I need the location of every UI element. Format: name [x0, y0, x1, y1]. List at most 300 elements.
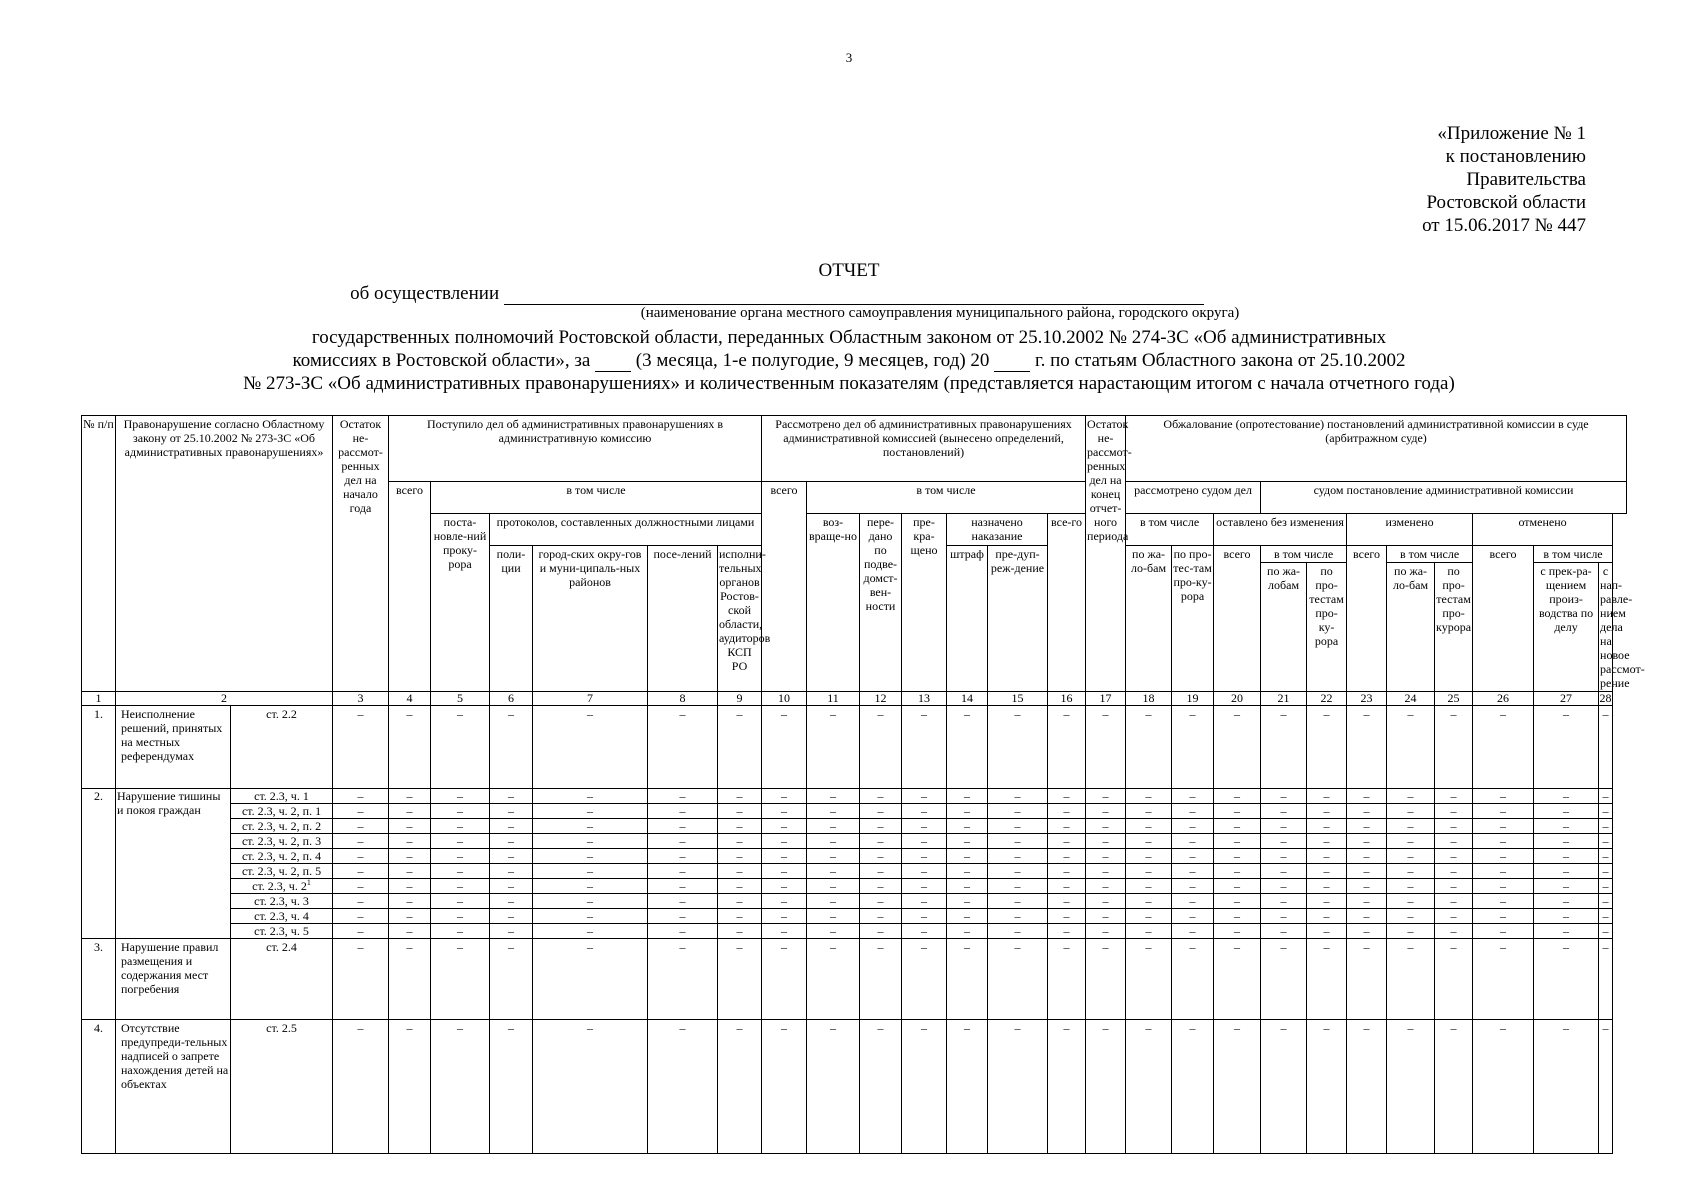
value-cell: – [1599, 819, 1613, 834]
report-line2: государственных полномочий Ростовской области, переданных Областным законом от 25.10.2002 № 274-ЗС «Об административных [311, 327, 1387, 348]
article-reference [231, 1020, 333, 1154]
value-cell: – [718, 849, 762, 864]
value-cell: – [533, 706, 648, 789]
value-cell: – [807, 804, 860, 819]
value-cell: – [1048, 819, 1086, 834]
table-row [82, 789, 1627, 804]
value-cell: – [431, 789, 490, 804]
table-row [82, 864, 1627, 879]
value-cell: – [533, 909, 648, 924]
value-cell: – [1534, 894, 1599, 909]
value-cell: – [490, 924, 533, 939]
value-cell: – [718, 939, 762, 1020]
value-cell: – [807, 819, 860, 834]
value-cell: – [490, 789, 533, 804]
value-cell: – [902, 924, 947, 939]
value-cell: – [1086, 834, 1126, 849]
value-cell: – [1387, 894, 1435, 909]
value-cell: – [533, 804, 648, 819]
value-cell: – [860, 849, 902, 864]
value-cell: – [490, 819, 533, 834]
header-unchanged-incl: в том числе [1261, 546, 1347, 563]
value-cell: – [490, 849, 533, 864]
value-cell: – [1534, 849, 1599, 864]
value-cell: – [1435, 834, 1473, 849]
value-cell: – [533, 924, 648, 939]
value-cell: – [1307, 834, 1347, 849]
value-cell: – [718, 1020, 762, 1154]
value-cell: – [1261, 939, 1307, 1020]
header-returned: воз-враще-но [807, 514, 860, 692]
organ-name-blank [504, 285, 1204, 305]
table-row [82, 819, 1627, 834]
offense-description: Нарушение тишины и покоя граждан [116, 789, 231, 939]
value-cell: – [1086, 864, 1126, 879]
value-cell: – [1534, 924, 1599, 939]
value-cell: – [1261, 864, 1307, 879]
value-cell: – [533, 789, 648, 804]
value-cell: – [1534, 939, 1599, 1020]
value-cell: – [1048, 864, 1086, 879]
header-changed-incl: в том числе [1387, 546, 1473, 563]
value-cell: – [333, 864, 389, 879]
value-cell: – [807, 879, 860, 894]
value-cell: – [988, 939, 1048, 1020]
value-cell: – [431, 894, 490, 909]
value-cell: – [988, 834, 1048, 849]
value-cell: – [1387, 924, 1435, 939]
value-cell: – [1086, 789, 1126, 804]
col-number: 20 [1214, 692, 1261, 706]
value-cell: – [988, 1020, 1048, 1154]
year-blank [994, 352, 1030, 372]
value-cell: – [1307, 894, 1347, 909]
value-cell: – [490, 706, 533, 789]
value-cell: – [1387, 1020, 1435, 1154]
value-cell: – [1126, 909, 1172, 924]
value-cell: – [1086, 879, 1126, 894]
value-cell: – [1347, 834, 1387, 849]
value-cell: – [807, 849, 860, 864]
value-cell: – [1214, 894, 1261, 909]
header-penalty: назначено наказание [947, 514, 1048, 546]
value-cell: – [988, 789, 1048, 804]
value-cell: – [1261, 804, 1307, 819]
header-cancelled-total: всего [1473, 546, 1534, 692]
header-complaints3: по жа-ло-бам [1387, 563, 1435, 692]
value-cell: – [1387, 804, 1435, 819]
col-number: 2 [116, 692, 333, 706]
value-cell: – [807, 939, 860, 1020]
value-cell: – [718, 864, 762, 879]
article-reference [231, 909, 333, 924]
value-cell: – [1387, 834, 1435, 849]
value-cell: – [1435, 819, 1473, 834]
value-cell: – [1599, 909, 1613, 924]
value-cell: – [490, 804, 533, 819]
value-cell: – [1347, 1020, 1387, 1154]
value-cell: – [1048, 894, 1086, 909]
value-cell: – [1126, 864, 1172, 879]
header-offense: Правонарушение согласно Областному закону от 25.10.2002 № 273-ЗС «Об административных правонарушениях» [116, 416, 333, 692]
value-cell: – [1126, 849, 1172, 864]
value-cell: – [1126, 924, 1172, 939]
value-cell: – [1435, 1020, 1473, 1154]
value-cell: – [490, 879, 533, 894]
article-text: ст. 2.3, ч. 2, п. 3 [241, 834, 322, 848]
period-blank [595, 352, 631, 372]
value-cell: – [1347, 894, 1387, 909]
value-cell: – [1172, 834, 1214, 849]
offense-description: Неисполнение решений, принятых на местных референдумах [116, 706, 231, 789]
value-cell: – [1387, 706, 1435, 789]
value-cell: – [333, 834, 389, 849]
col-number: 10 [762, 692, 807, 706]
header-unchanged: оставлено без изменения [1214, 514, 1347, 546]
value-cell: – [333, 789, 389, 804]
value-cell: – [389, 706, 431, 789]
value-cell: – [1261, 819, 1307, 834]
value-cell: – [1473, 819, 1534, 834]
value-cell: – [1435, 706, 1473, 789]
value-cell: – [1599, 879, 1613, 894]
value-cell: – [1214, 789, 1261, 804]
report-table [81, 415, 1645, 1154]
value-cell: – [988, 706, 1048, 789]
col-number: 14 [947, 692, 988, 706]
value-cell: – [431, 849, 490, 864]
header-warning: пре-дуп-реж-дение [988, 546, 1048, 692]
offense-description: Отсутствие предупреди-тельных надписей о запрете нахождения детей на объектах [116, 1020, 231, 1154]
value-cell: – [1307, 909, 1347, 924]
value-cell: – [902, 834, 947, 849]
col-number: 19 [1172, 692, 1214, 706]
value-cell: – [1126, 939, 1172, 1020]
header-protocols: протоколов, составленных должностными лицами [490, 514, 762, 546]
value-cell: – [947, 909, 988, 924]
value-cell: – [902, 849, 947, 864]
report-line3-c: г. по статьям Областного закона от 25.10.2002 [1034, 350, 1406, 371]
article-text: ст. 2.3, ч. 1 [254, 789, 309, 803]
col-number: 3 [333, 692, 389, 706]
value-cell: – [1599, 894, 1613, 909]
header-cancelled: отменено [1473, 514, 1613, 546]
row-number: 2. [82, 789, 116, 939]
col-number: 4 [389, 692, 431, 706]
value-cell: – [1473, 909, 1534, 924]
value-cell: – [718, 804, 762, 819]
header-court-incl: в том числе [1126, 514, 1214, 546]
value-cell: – [1534, 879, 1599, 894]
page-number: 3 [845, 50, 853, 65]
header-court-total: все-го [1048, 514, 1086, 692]
value-cell: – [762, 909, 807, 924]
value-cell: – [1534, 1020, 1599, 1154]
value-cell: – [1048, 789, 1086, 804]
value-cell: – [1473, 849, 1534, 864]
value-cell: – [988, 804, 1048, 819]
value-cell: – [762, 834, 807, 849]
organ-name-note: (наименование органа местного самоуправления муниципального района, городского округа) [640, 305, 1240, 321]
value-cell: – [1387, 909, 1435, 924]
value-cell: – [1347, 804, 1387, 819]
table-row [82, 924, 1627, 939]
value-cell: – [718, 789, 762, 804]
report-line3-a: комиссиях в Ростовской области», за [292, 350, 591, 371]
header-terminated: пре-кра-щено [902, 514, 947, 692]
report-line3-b: (3 месяца, 1-е полугодие, 9 месяцев, год) 20 [635, 350, 990, 371]
col-number: 28 [1599, 691, 1612, 705]
value-cell: – [1172, 909, 1214, 924]
header-prosecutor: поста-новле-ний проку-рора [431, 514, 490, 692]
value-cell: – [860, 789, 902, 804]
value-cell: – [1473, 924, 1534, 939]
value-cell: – [533, 834, 648, 849]
value-cell: – [1534, 706, 1599, 789]
article-text: ст. 2.3, ч. 2, п. 4 [241, 849, 322, 863]
value-cell: – [1435, 879, 1473, 894]
value-cell: – [807, 789, 860, 804]
header-unchanged-total: всего [1214, 546, 1261, 692]
value-cell: – [1086, 939, 1126, 1020]
value-cell: – [389, 1020, 431, 1154]
value-cell: – [389, 939, 431, 1020]
header-cancelled-incl: в том числе [1534, 546, 1613, 563]
value-cell: – [490, 939, 533, 1020]
value-cell: – [718, 834, 762, 849]
value-cell: – [947, 804, 988, 819]
value-cell: – [1048, 834, 1086, 849]
value-cell: – [860, 894, 902, 909]
value-cell: – [1599, 789, 1613, 804]
value-cell: – [1307, 939, 1347, 1020]
header-complaints: по жа-ло-бам [1126, 546, 1172, 692]
value-cell: – [1261, 924, 1307, 939]
col-number: 1 [82, 692, 116, 706]
value-cell: – [389, 864, 431, 879]
col-number: 7 [533, 692, 648, 706]
value-cell: – [648, 819, 718, 834]
value-cell: – [807, 834, 860, 849]
value-cell: – [947, 834, 988, 849]
value-cell: – [389, 894, 431, 909]
value-cell: – [902, 939, 947, 1020]
article-text: ст. 2.3, ч. 2, п. 1 [241, 804, 322, 818]
value-cell: – [389, 879, 431, 894]
value-cell: – [648, 706, 718, 789]
value-cell: – [762, 924, 807, 939]
value-cell: – [1086, 1020, 1126, 1154]
value-cell: – [1261, 789, 1307, 804]
value-cell: – [947, 879, 988, 894]
value-cell: – [490, 864, 533, 879]
value-cell: – [762, 864, 807, 879]
value-cell: – [1126, 706, 1172, 789]
value-cell: – [431, 706, 490, 789]
value-cell: – [807, 864, 860, 879]
value-cell: – [860, 819, 902, 834]
value-cell: – [1473, 939, 1534, 1020]
value-cell: – [1599, 864, 1613, 879]
value-cell: – [1214, 706, 1261, 789]
value-cell: – [1534, 804, 1599, 819]
value-cell: – [988, 924, 1048, 939]
value-cell: – [533, 849, 648, 864]
article-text: ст. 2.2 [266, 707, 297, 721]
value-cell: – [1534, 819, 1599, 834]
value-cell: – [533, 864, 648, 879]
value-cell: – [533, 879, 648, 894]
value-cell: – [333, 924, 389, 939]
value-cell: – [333, 849, 389, 864]
value-cell: – [333, 706, 389, 789]
value-cell: – [718, 706, 762, 789]
row-number: 4. [82, 1020, 116, 1154]
article-text: ст. 2.3, ч. 2, п. 5 [241, 864, 322, 878]
value-cell: – [648, 864, 718, 879]
value-cell: – [333, 879, 389, 894]
article-text: ст. 2.3, ч. 5 [254, 924, 309, 938]
col-number: 6 [490, 692, 533, 706]
value-cell: – [1048, 1020, 1086, 1154]
value-cell: – [648, 834, 718, 849]
table-row [82, 909, 1627, 924]
article-reference [231, 864, 333, 879]
value-cell: – [860, 879, 902, 894]
value-cell: – [431, 909, 490, 924]
value-cell: – [1307, 849, 1347, 864]
value-cell: – [1261, 879, 1307, 894]
appendix-line: «Приложение № 1 [1437, 123, 1586, 144]
value-cell: – [902, 819, 947, 834]
table-row [82, 1020, 1627, 1154]
value-cell: – [1048, 706, 1086, 789]
article-reference [231, 924, 333, 939]
value-cell: – [1599, 1020, 1613, 1154]
header-protests3: по про-тестам про-курора [1435, 563, 1473, 692]
appendix-line: к постановлению [1445, 146, 1586, 167]
value-cell: – [762, 849, 807, 864]
value-cell: – [718, 924, 762, 939]
value-cell: – [431, 939, 490, 1020]
header-protests: по про-тес-там про-ку-рора [1172, 546, 1214, 692]
value-cell: – [1473, 894, 1534, 909]
value-cell: – [807, 909, 860, 924]
value-cell: – [431, 834, 490, 849]
value-cell: – [1307, 706, 1347, 789]
header-executive: исполни-тельных органов Ростов-ской области, аудиторов КСП РО [718, 546, 762, 692]
value-cell: – [1086, 804, 1126, 819]
value-cell: – [431, 879, 490, 894]
value-cell: – [947, 706, 988, 789]
value-cell: – [333, 1020, 389, 1154]
value-cell: – [490, 909, 533, 924]
value-cell: – [1214, 939, 1261, 1020]
report-line3 [0, 350, 1698, 372]
value-cell: – [1347, 864, 1387, 879]
value-cell: – [1048, 804, 1086, 819]
value-cell: – [860, 864, 902, 879]
col-number: 13 [902, 692, 947, 706]
value-cell: – [648, 924, 718, 939]
value-cell: – [431, 1020, 490, 1154]
col-number: 9 [718, 692, 762, 706]
col-number: 26 [1473, 692, 1534, 706]
col-number: 15 [988, 692, 1048, 706]
article-reference [231, 804, 333, 819]
value-cell: – [718, 819, 762, 834]
value-cell: – [1086, 924, 1126, 939]
value-cell: – [1172, 879, 1214, 894]
value-cell: – [389, 804, 431, 819]
value-cell: – [648, 939, 718, 1020]
value-cell: – [1172, 819, 1214, 834]
value-cell: – [1347, 819, 1387, 834]
value-cell: – [988, 879, 1048, 894]
value-cell: – [947, 1020, 988, 1154]
value-cell: – [1172, 849, 1214, 864]
value-cell: – [988, 894, 1048, 909]
value-cell: – [762, 1020, 807, 1154]
table-row [82, 894, 1627, 909]
col-number: 27 [1534, 692, 1599, 706]
header-considered-incl: в том числе [807, 482, 1086, 514]
article-reference [231, 819, 333, 834]
header-fine: штраф [947, 546, 988, 692]
value-cell: – [807, 706, 860, 789]
value-cell: – [988, 909, 1048, 924]
value-cell: – [1347, 879, 1387, 894]
value-cell: – [1435, 909, 1473, 924]
header-remainder-start: Остаток не-рассмот-ренных дел на начало года [333, 416, 389, 692]
value-cell: – [1599, 939, 1613, 1020]
col-number: 21 [1261, 692, 1307, 706]
col-number: 24 [1387, 692, 1435, 706]
report-title: ОТЧЕТ [818, 260, 880, 281]
value-cell: – [947, 939, 988, 1020]
article-reference [231, 849, 333, 864]
header-city: город-ских окру-гов и муни-ципаль-ных районов [533, 546, 648, 692]
value-cell: – [860, 924, 902, 939]
value-cell: – [762, 894, 807, 909]
value-cell: – [902, 1020, 947, 1154]
value-cell: – [1307, 879, 1347, 894]
value-cell: – [333, 909, 389, 924]
value-cell: – [1126, 834, 1172, 849]
value-cell: – [1214, 909, 1261, 924]
value-cell: – [1435, 864, 1473, 879]
article-reference [231, 939, 333, 1020]
article-text: ст. 2.4 [266, 940, 297, 954]
value-cell: – [1435, 789, 1473, 804]
article-text: ст. 2.3, ч. 3 [254, 894, 309, 908]
value-cell: – [533, 819, 648, 834]
header-received-incl: в том числе [431, 482, 762, 514]
value-cell: – [807, 1020, 860, 1154]
col-number: 23 [1347, 692, 1387, 706]
value-cell: – [860, 706, 902, 789]
value-cell: – [1214, 819, 1261, 834]
value-cell: – [389, 834, 431, 849]
value-cell: – [718, 894, 762, 909]
value-cell: – [1086, 706, 1126, 789]
value-cell: – [1387, 879, 1435, 894]
col-number: 12 [860, 692, 902, 706]
value-cell: – [389, 819, 431, 834]
header-protests2: по про-тестам про-ку-рора [1307, 563, 1347, 692]
value-cell: – [1214, 834, 1261, 849]
value-cell: – [860, 804, 902, 819]
